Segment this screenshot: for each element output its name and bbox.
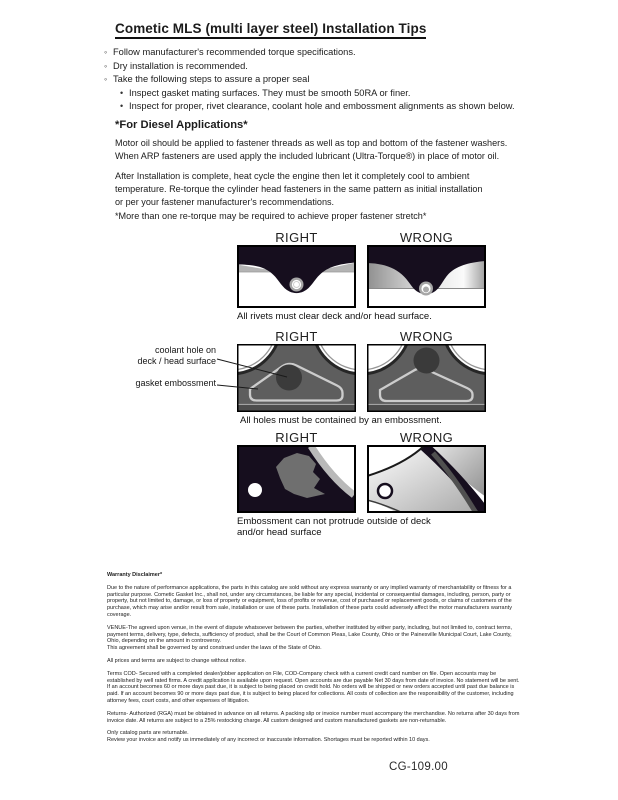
page-number: CG-109.00 bbox=[389, 761, 448, 773]
list-item bbox=[120, 87, 515, 101]
warranty-paragraph: Due to the nature of performance applications, the parts in this catalog are sold without any express warranty or any implied warranty of merchantability or fitness for a particular purpose. Cometic Gasket Inc., shall not, under any circumstances, be liable for any special, incidental or consequential damages, including, person, party or property, but not limited to, damage, or loss of property or equipment, loss of profits or revenue, cost of purchased or replacement goods, or claims of customers of the purchase, which may arise and/or result from sale, installation or use of these parts. Installation of these parts could adversely affect the motor manufacturers warranty coverage. bbox=[107, 584, 512, 618]
warranty-paragraph: Only catalog parts are returnable. bbox=[107, 730, 189, 737]
wrong-label: WRONG bbox=[399, 430, 454, 445]
tip-text: Inspect for proper, rivet clearance, coolant hole and embossment alignments as shown below. bbox=[129, 101, 515, 112]
warranty-paragraph: All prices and terms are subject to change without notice. bbox=[107, 657, 247, 664]
gasket-embossment-callout: gasket embossment bbox=[135, 378, 216, 388]
embossment-wrong-diagram bbox=[367, 344, 486, 412]
right-label: RIGHT bbox=[275, 230, 318, 245]
paragraph-line: or per your fastener manufacturer's recommendations. bbox=[115, 196, 335, 207]
diesel-paragraph bbox=[115, 170, 555, 208]
paragraph-line: *More than one re-torque may be required to achieve proper fastener stretch* bbox=[115, 211, 427, 221]
tip-text: Inspect gasket mating surfaces. They must be smooth 50RA or finer. bbox=[129, 87, 411, 98]
rivet-clearance-wrong-diagram bbox=[367, 245, 486, 308]
diagram-row-holes bbox=[0, 329, 618, 434]
wrong-label: WRONG bbox=[399, 230, 454, 245]
diagram-row-rivets bbox=[0, 230, 618, 330]
warranty-paragraph: Returns- Authorized (RGA) must be obtained in advance on all returns. A packing slip or invoice number must accompany the merchandise. No returns after 30 days from invoice date. All returns are subject to a 25% restocking charge. All custom designed and custom manufactured gaskets are non-returnable. bbox=[107, 710, 520, 724]
diesel-section-heading: *For Diesel Applications* bbox=[115, 119, 248, 131]
paragraph-line: After Installation is complete, heat cycle the engine then let it completely cool to ambient bbox=[115, 171, 470, 181]
circle-bullet-icon: ◦ bbox=[104, 60, 108, 71]
list-item bbox=[104, 60, 515, 74]
dot-bullet-icon: • bbox=[120, 87, 124, 98]
right-label: RIGHT bbox=[275, 430, 318, 445]
tip-text: Follow manufacturer's recommended torque specifications. bbox=[113, 47, 356, 57]
warranty-disclaimer bbox=[107, 572, 522, 750]
paragraph-line: When ARP fasteners are used apply the included lubricant (Ultra-Torque®) in place of motor oil. bbox=[115, 150, 500, 161]
list-item bbox=[104, 73, 515, 87]
diagram-caption bbox=[237, 516, 431, 538]
paragraph-line: temperature. Re-torque the cylinder head fasteners in the same pattern as initial installation bbox=[115, 183, 483, 194]
diesel-paragraph bbox=[115, 210, 555, 223]
rivet-clearance-right-diagram bbox=[237, 245, 356, 308]
callout-line: coolant hole on bbox=[154, 345, 216, 355]
caption-line: and/or head surface bbox=[237, 527, 322, 538]
list-item bbox=[104, 46, 515, 60]
wrong-label: WRONG bbox=[399, 329, 454, 344]
protrusion-right-diagram bbox=[237, 445, 356, 513]
circle-bullet-icon: ◦ bbox=[104, 47, 108, 57]
warranty-heading: Warranty Disclaimer* bbox=[107, 572, 163, 578]
list-item bbox=[120, 100, 515, 114]
diagram-row-protrusion bbox=[0, 430, 618, 542]
tip-text: Dry installation is recommended. bbox=[113, 60, 248, 71]
tip-text: Take the following steps to assure a proper seal bbox=[113, 74, 310, 85]
warranty-paragraph: This agreement shall be governed by and construed under the laws of the State of Ohio. bbox=[107, 645, 322, 652]
callout-leader-lines bbox=[100, 329, 360, 409]
right-label: RIGHT bbox=[275, 329, 318, 344]
warranty-paragraph: Review your invoice and notify us immediately of any incorrect or inaccurate information. Shortages must be reported within 10 days. bbox=[107, 737, 430, 744]
dot-bullet-icon: • bbox=[120, 101, 124, 112]
caption-line: Embossment can not protrude outside of deck bbox=[237, 516, 431, 527]
circle-bullet-icon: ◦ bbox=[104, 74, 108, 85]
warranty-paragraph: Terms COD- Secured with a completed dealer/jobber application on File, COD-Company check with a current credit card number on file. Open accounts may be established by well rated firms. A credit application is available upon request. Open accounts are due payable Net 30 days from date of invoice. No statement will be sent. If an account becomes 60 or more days past due, it is subject to being placed on credit hold. No orders will be shipped or new orders accepted until past due balance is paid. If an account becomes 90 or more days past due, it is subject to being placed for collections. All costs of collection are the responsibility of the customer, including attorney fees, court costs, and other expenses of litigation. bbox=[107, 670, 520, 704]
callout-line: deck / head surface bbox=[137, 355, 216, 366]
protrusion-wrong-diagram bbox=[367, 445, 486, 513]
diesel-paragraph bbox=[115, 137, 555, 163]
diagram-caption: All rivets must clear deck and/or head surface. bbox=[237, 311, 432, 322]
paragraph-line: Motor oil should be applied to fastener threads as well as top and bottom of the fastener washers. bbox=[115, 138, 508, 148]
warranty-paragraph: VENUE-The agreed upon venue, in the event of dispute whatsoever between the parties, whether instituted by either party, including, but not limited to, contract terms, payment terms, delivery, type, defects, sufficiency of product, shall be the Court of Common Pleas, Lake County, Ohio or the Painesville Municipal Court, Lake County, Ohio, depending on the amount in controversy. bbox=[107, 624, 512, 645]
diagram-caption: All holes must be contained by an embossment. bbox=[240, 415, 442, 426]
tips-list bbox=[104, 46, 515, 114]
page-title: Cometic MLS (multi layer steel) Installation Tips bbox=[115, 21, 426, 39]
